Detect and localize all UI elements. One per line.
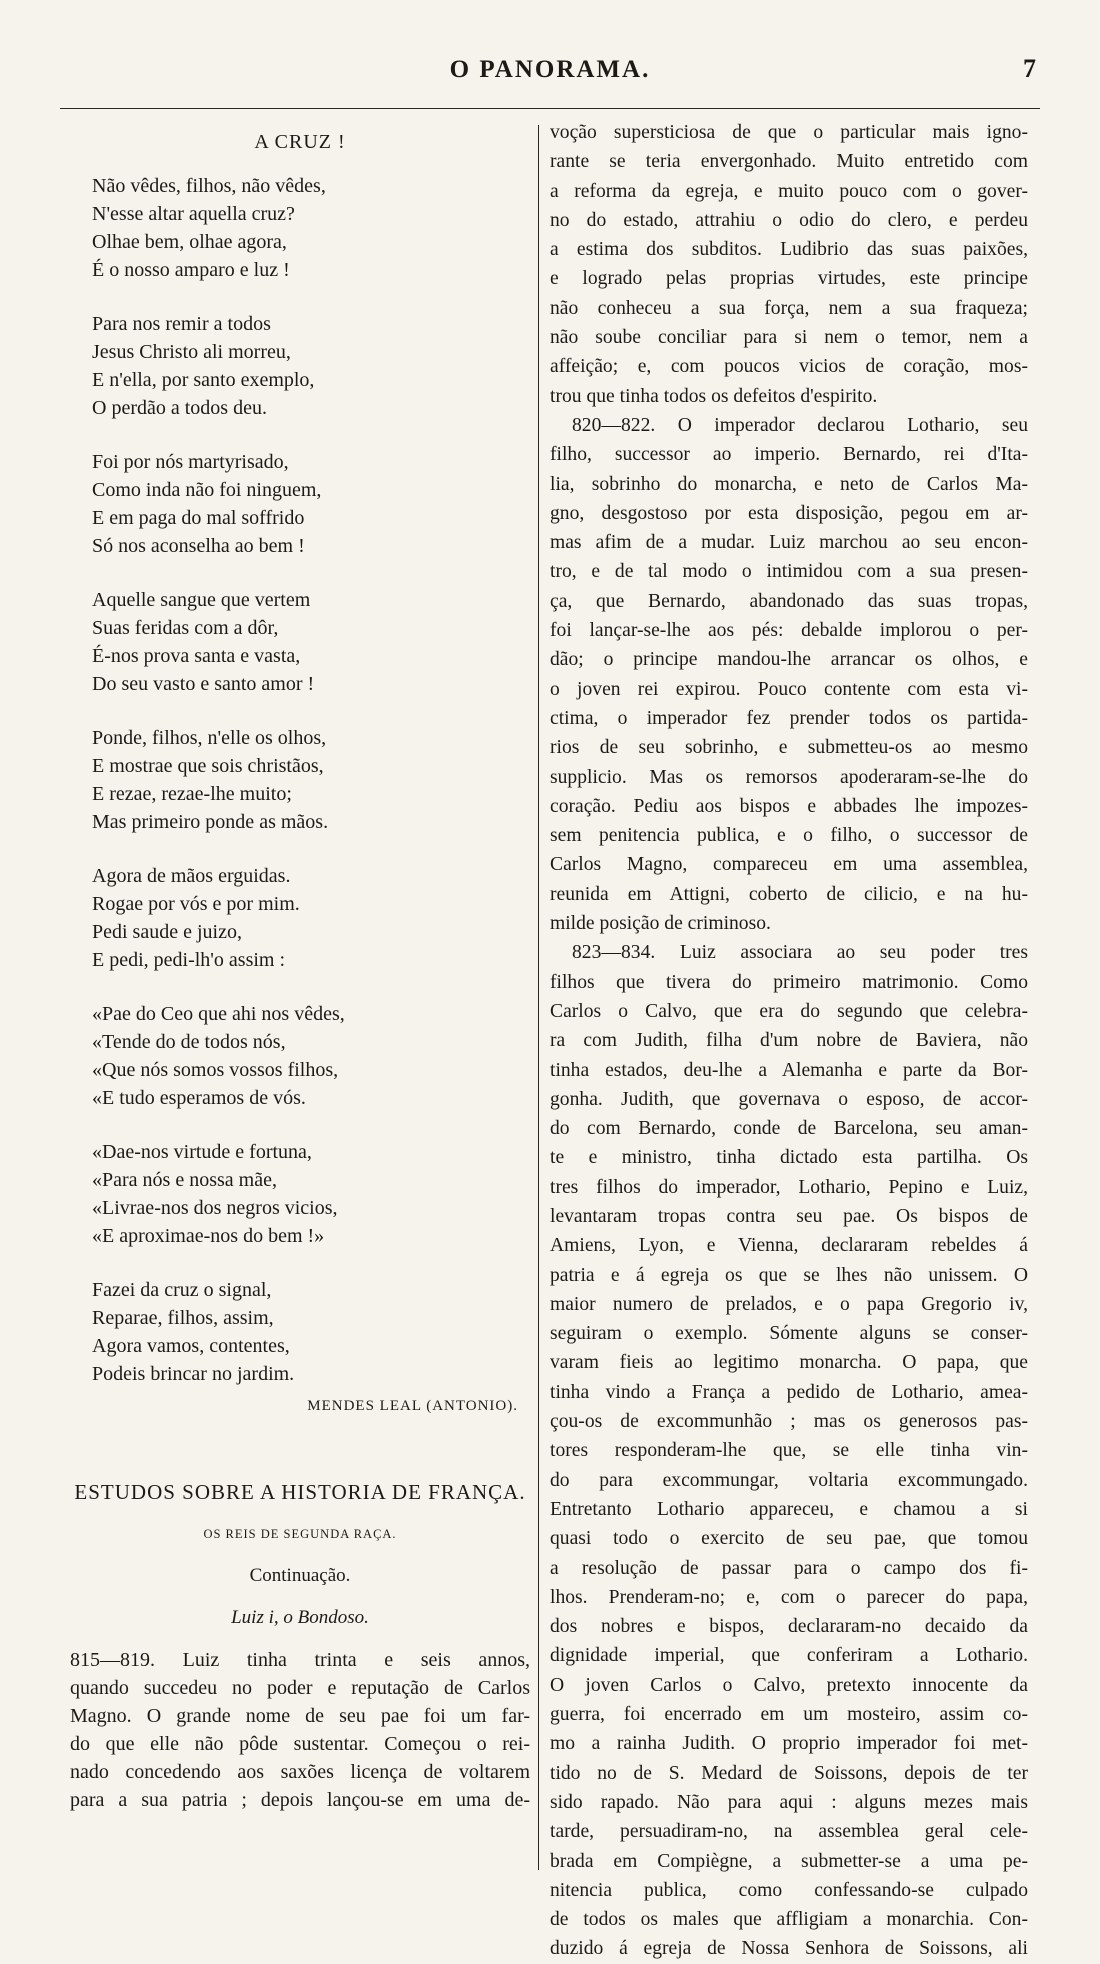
- text-line: tres filhos do imperador, Lothario, Pepino e Luiz,: [550, 1176, 1028, 1198]
- poem-line: «Livrae-nos dos negros vicios,: [92, 1197, 338, 1219]
- text-line: coração. Pediu aos bispos e abbades lhe impozes-: [550, 795, 1028, 817]
- poem-stanza: [92, 310, 530, 422]
- poem-line: Mas primeiro ponde as mãos.: [92, 811, 329, 833]
- poem: [70, 172, 530, 1388]
- text-line: seguiram o exemplo. Sómente alguns se conser-: [550, 1323, 1028, 1345]
- poem-stanza: [92, 172, 530, 284]
- text-line: quando succedeu no poder e reputação de Carlos: [70, 1677, 530, 1699]
- poem-stanza: [92, 1138, 530, 1250]
- poem-line: É o nosso amparo e luz !: [92, 259, 290, 281]
- poem-line: Suas feridas com a dôr,: [92, 617, 279, 639]
- text-line: de todos os males que affligiam a monarchia. Con-: [550, 1909, 1028, 1931]
- poem-stanza: [92, 448, 530, 560]
- text-line: guerra, foi encerrado em um mosteiro, assim co-: [550, 1704, 1028, 1726]
- text-line: O joven Carlos o Calvo, pretexto innocente da: [550, 1674, 1028, 1696]
- poem-line: E n'ella, por santo exemplo,: [92, 369, 315, 391]
- text-line: reunida em Attigni, coberto de cilicio, e na hu-: [550, 883, 1028, 905]
- text-line: não conheceu a sua força, nem a sua fraqueza;: [550, 297, 1028, 319]
- text-line: gonha. Judith, que governava o esposo, de accor-: [550, 1088, 1028, 1110]
- text-line: varam fieis ao legitimo monarcha. O papa, que: [550, 1352, 1028, 1374]
- poem-line: E pedi, pedi-lh'o assim :: [92, 949, 286, 971]
- text-line: e logrado pelas proprias virtudes, este principe: [550, 268, 1028, 290]
- poem-line: Jesus Christo ali morreu,: [92, 341, 291, 363]
- text-line: ça, que Bernardo, abandonado das suas tropas,: [550, 590, 1028, 612]
- text-line: do para excommungar, voltaria excommungado.: [550, 1469, 1028, 1491]
- header-rule: [60, 108, 1040, 109]
- text-line: nado concedendo aos saxões licença de voltarem: [70, 1761, 530, 1783]
- article-section-heading: Luiz i, o Bondoso.: [231, 1607, 369, 1628]
- poem-line: E rezae, rezae-lhe muito;: [92, 783, 292, 805]
- text-line: a estima dos subditos. Ludibrio das suas paixões,: [550, 239, 1028, 261]
- page-header: [60, 50, 1040, 90]
- text-line: ctima, o imperador fez prender todos os partida-: [550, 707, 1028, 729]
- text-line: voção supersticiosa de que o particular mais igno-: [550, 122, 1028, 143]
- text-line: sem penitencia publica, e o filho, o successor de: [550, 825, 1028, 847]
- poem-line: «Que nós somos vossos filhos,: [92, 1059, 339, 1081]
- poem-title: A CRUZ !: [254, 131, 346, 153]
- poem-line: Aquelle sangue que vertem: [92, 589, 311, 611]
- text-line: nitencia publica, como confessando-se culpado: [550, 1879, 1028, 1901]
- left-column: [70, 118, 530, 1814]
- poem-line: «E tudo esperamos de vós.: [92, 1087, 306, 1109]
- page-number: 7: [1023, 54, 1036, 83]
- poem-line: Não vêdes, filhos, não vêdes,: [92, 175, 326, 197]
- text-line: Entretanto Lothario appareceu, e chamou a si: [550, 1498, 1028, 1520]
- poem-line: Rogae por vós e por mim.: [92, 893, 300, 915]
- poem-author: MENDES LEAL (ANTONIO).: [307, 1398, 518, 1414]
- poem-line: Do seu vasto e santo amor !: [92, 673, 315, 695]
- poem-line: Ponde, filhos, n'elle os olhos,: [92, 727, 327, 749]
- text-line: lhos. Prenderam-no; e, com o parecer do papa,: [550, 1586, 1028, 1608]
- poem-line: «Dae-nos virtude e fortuna,: [92, 1141, 312, 1163]
- poem-stanza: [92, 586, 530, 698]
- text-line: tarde, persuadiram-no, na assemblea geral cele-: [550, 1821, 1028, 1843]
- text-line: quasi todo o exercito de seu pae, que tomou: [550, 1528, 1028, 1550]
- text-line: rante se teria envergonhado. Muito entretido com: [550, 151, 1028, 173]
- text-line: 815—819. Luiz tinha trinta e seis annos,: [70, 1649, 530, 1671]
- article-subtitle: OS REIS DE SEGUNDA RAÇA.: [203, 1527, 397, 1541]
- text-line: do que elle não pôde sustentar. Começou o rei-: [70, 1733, 530, 1755]
- column-divider: [538, 125, 539, 1870]
- poem-line: Para nos remir a todos: [92, 313, 271, 335]
- text-line: no do estado, attrahiu o odio do clero, e perdeu: [550, 209, 1028, 231]
- text-line: tro, e de tal modo o intimidou com a sua presen-: [550, 561, 1028, 583]
- article-paragraph: [550, 938, 1028, 1963]
- text-line: dão; o principe mandou-lhe arrancar os olhos, e: [550, 649, 1028, 671]
- text-line: tinha vindo a França a pedido de Lothario, amea-: [550, 1381, 1028, 1403]
- text-line: a resolução de passar para o campo dos fi-: [550, 1557, 1028, 1579]
- article-continuation: Continuação.: [249, 1565, 351, 1586]
- article-title: ESTUDOS SOBRE A HISTORIA DE FRANÇA.: [74, 1480, 526, 1504]
- text-line: 823—834. Luiz associara ao seu poder tres: [572, 942, 1028, 964]
- text-line: çou-os de excommunhão ; mas os generosos pas-: [550, 1411, 1028, 1433]
- text-line: rios de seu sobrinho, e submetteu-os ao mesmo: [550, 737, 1028, 759]
- poem-stanza: [92, 862, 530, 974]
- text-line: não soube conciliar para si nem o temor, nem a: [550, 327, 1028, 349]
- text-line: Amiens, Lyon, e Vienna, declararam rebeldes á: [550, 1235, 1028, 1257]
- right-column: [550, 118, 1028, 1964]
- poem-line: Fazei da cruz o signal,: [92, 1279, 272, 1301]
- poem-line: E mostrae que sois christãos,: [92, 755, 324, 777]
- text-line: tores responderam-lhe que, se elle tinha vin-: [550, 1440, 1028, 1462]
- text-line: Magno. O grande nome de seu pae foi um far-: [70, 1705, 530, 1727]
- text-line: Carlos o Calvo, que era do segundo que celebra-: [550, 1000, 1028, 1022]
- text-line: Carlos Magno, compareceu em uma assemblea,: [550, 854, 1028, 876]
- text-line: mo a rainha Judith. O proprio imperador foi met-: [550, 1733, 1028, 1755]
- text-line: maior numero de prelados, e o papa Gregorio iv,: [550, 1293, 1028, 1315]
- text-line: supplicio. Mas os remorsos apoderaram-se-lhe do: [550, 766, 1028, 788]
- poem-line: Pedi saude e juizo,: [92, 921, 242, 943]
- article-paragraph: [70, 1646, 530, 1814]
- poem-line: Olhae bem, olhae agora,: [92, 231, 287, 253]
- text-line: a reforma da egreja, e muito pouco com o gover-: [550, 180, 1028, 202]
- poem-line: Só nos aconselha ao bem !: [92, 535, 305, 557]
- text-line: tinha estados, deu-lhe a Alemanha e parte da Bor-: [550, 1059, 1028, 1081]
- text-line: foi lançar-se-lhe aos pés: debalde implorou o per-: [550, 620, 1028, 642]
- poem-line: «Pae do Ceo que ahi nos vêdes,: [92, 1003, 345, 1025]
- text-line: sido rapado. Não para aqui : alguns mezes mais: [550, 1791, 1028, 1813]
- text-line: do com Bernardo, conde de Barcelona, seu aman-: [550, 1118, 1028, 1140]
- text-line: para a sua patria ; depois lançou-se em uma de-: [70, 1789, 530, 1811]
- text-line: tido no de S. Medard de Soissons, depois de ter: [550, 1762, 1028, 1784]
- poem-line: Reparae, filhos, assim,: [92, 1307, 274, 1329]
- poem-stanza: [92, 1000, 530, 1112]
- poem-line: «Para nós e nossa mãe,: [92, 1169, 277, 1191]
- text-line: trou que tinha todos os defeitos d'espirito.: [550, 385, 878, 407]
- text-line: filho, successor ao imperio. Bernardo, rei d'Ita-: [550, 444, 1028, 466]
- article-paragraph: [550, 118, 1028, 411]
- poem-line: Agora vamos, contentes,: [92, 1335, 290, 1357]
- text-line: mas afim de a mudar. Luiz marchou ao seu encon-: [550, 532, 1028, 554]
- poem-line: É-nos prova santa e vasta,: [92, 645, 301, 667]
- text-line: affeição; e, com poucos vicios de coração, mos-: [550, 356, 1028, 378]
- poem-line: Como inda não foi ninguem,: [92, 479, 322, 501]
- text-line: filhos que tivera do primeiro matrimonio. Como: [550, 971, 1028, 993]
- poem-stanza: [92, 1276, 530, 1388]
- poem-line: N'esse altar aquella cruz?: [92, 203, 295, 225]
- poem-line: O perdão a todos deu.: [92, 397, 267, 419]
- poem-stanza: [92, 724, 530, 836]
- poem-line: Foi por nós martyrisado,: [92, 451, 289, 473]
- text-line: dos nobres e bispos, declararam-no decaido da: [550, 1616, 1028, 1638]
- journal-title: O PANORAMA.: [449, 56, 651, 83]
- poem-line: E em paga do mal soffrido: [92, 507, 305, 529]
- poem-line: «Tende do de todos nós,: [92, 1031, 286, 1053]
- poem-line: Podeis brincar no jardim.: [92, 1363, 295, 1385]
- text-line: o joven rei expirou. Pouco contente com esta vi-: [550, 678, 1028, 700]
- text-line: gno, desgostoso por esta disposição, pegou em ar-: [550, 502, 1028, 524]
- text-line: levantaram tropas contra seu pae. Os bispos de: [550, 1205, 1028, 1227]
- text-line: duzido á egreja de Nossa Senhora de Soissons, ali: [550, 1938, 1028, 1960]
- poem-line: «E aproximae-nos do bem !»: [92, 1225, 325, 1247]
- text-line: ra com Judith, filha d'um nobre de Baviera, não: [550, 1030, 1028, 1052]
- text-line: milde posição de criminoso.: [550, 913, 771, 935]
- article-paragraph: [550, 411, 1028, 938]
- text-line: patria e á egreja os que se lhes não unissem. O: [550, 1264, 1028, 1286]
- text-line: te e ministro, tinha dictado esta partilha. Os: [550, 1147, 1028, 1169]
- text-line: lia, sobrinho do monarcha, e neto de Carlos Ma-: [550, 473, 1028, 495]
- poem-line: Agora de mãos erguidas.: [92, 865, 291, 887]
- text-line: dignidade imperial, que conferiram a Lothario.: [550, 1645, 1028, 1667]
- text-line: 820—822. O imperador declarou Lothario, seu: [572, 414, 1028, 436]
- text-line: brada em Compiègne, a submetter-se a uma pe-: [550, 1850, 1028, 1872]
